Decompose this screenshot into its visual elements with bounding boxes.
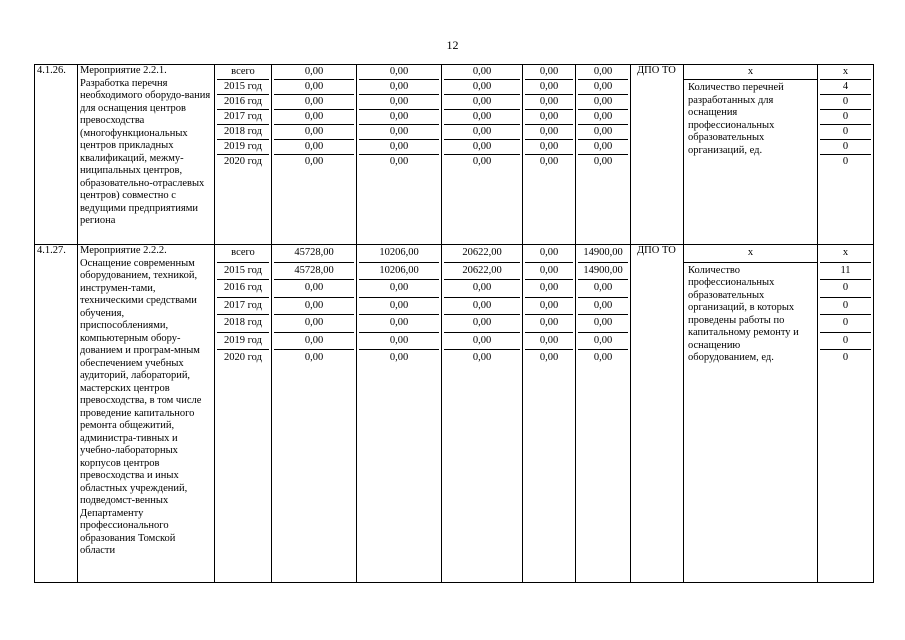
- funding-other-column: [576, 65, 631, 245]
- table-cell-value: 0,00: [525, 154, 573, 169]
- year-column: [215, 245, 272, 583]
- table-cell-value: 0,00: [525, 109, 573, 124]
- table-cell-value: 2018 год: [217, 314, 269, 332]
- funding-regional-column: [442, 245, 523, 583]
- row-code: 4.1.26.: [35, 65, 78, 245]
- table-cell-value: 0,00: [525, 332, 573, 350]
- row-description: Мероприятие 2.2.1. Разработка перечня необходимого оборудо-вания для оснащения центров превосходства (многофункциональных центров прикладных квалификаций, межму-ниципальных центров, образовательно-отраслевых центров) совместно с ведущими предприятиями региона: [78, 65, 215, 245]
- table-cell-value: 0,00: [274, 109, 354, 124]
- table-cell-value: 2015 год: [217, 79, 269, 94]
- table-cell-value: 0,00: [578, 109, 628, 124]
- table-cell-value: 0,00: [578, 124, 628, 139]
- page-number: 12: [446, 38, 459, 52]
- table-cell-value: 0,00: [274, 124, 354, 139]
- table-cell-value: 0,00: [444, 314, 520, 332]
- table-cell-value: 0,00: [578, 79, 628, 94]
- table-cell-value: 0,00: [359, 349, 439, 367]
- table-cell-value: 0,00: [525, 349, 573, 367]
- row-code: 4.1.27.: [35, 245, 78, 583]
- table-cell-value: 0,00: [578, 279, 628, 297]
- table-cell-value: 0,00: [525, 262, 573, 280]
- table-cell-value: 0,00: [359, 109, 439, 124]
- table-cell-value: 0,00: [525, 124, 573, 139]
- funding-other-column: [576, 245, 631, 583]
- indicator-values: [818, 245, 874, 583]
- table-cell-value: 0,00: [525, 94, 573, 109]
- table-cell-value: 0,00: [359, 332, 439, 350]
- table-cell-value: 0,00: [359, 297, 439, 315]
- table-row: [35, 65, 874, 245]
- table-cell-value: 0: [820, 109, 871, 124]
- table-cell-value: 0,00: [578, 139, 628, 154]
- table-cell-value: 0,00: [359, 124, 439, 139]
- table-cell-value: 2016 год: [217, 279, 269, 297]
- table-cell-value: 10206,00: [379, 247, 419, 258]
- table-cell-value: 2018 год: [217, 124, 269, 139]
- table-cell-value: 0,00: [359, 279, 439, 297]
- indicator-values: [818, 65, 874, 245]
- table-cell-value: 2019 год: [217, 139, 269, 154]
- table-cell-value: 0,00: [578, 94, 628, 109]
- funding-total-column: [272, 245, 357, 583]
- year-column: [215, 65, 272, 245]
- table-cell-value: 0: [820, 94, 871, 109]
- table-cell-value: 0,00: [304, 66, 324, 77]
- funding-regional-column: [442, 65, 523, 245]
- executor: ДПО ТО: [631, 245, 684, 583]
- indicator-cell: [684, 65, 818, 245]
- executor: ДПО ТО: [631, 65, 684, 245]
- table-cell-value: 0,00: [578, 332, 628, 350]
- table-cell-value: 2020 год: [217, 154, 269, 169]
- table-cell-value: 0: [820, 124, 871, 139]
- table-cell-value: 0,00: [525, 297, 573, 315]
- table-row: [35, 245, 874, 583]
- table-cell-value: 0,00: [359, 139, 439, 154]
- table-cell-value: 0,00: [389, 66, 409, 77]
- table-cell-value: 0,00: [274, 79, 354, 94]
- indicator-top: х: [684, 245, 817, 263]
- indicator-text: Количество профессиональных образовательных организаций, в которых проведены работы по капитальному ремонту и оснащению оборудованием, ед.: [688, 264, 799, 363]
- table-cell-value: 0,00: [274, 349, 354, 367]
- table-cell-value: 0,00: [274, 314, 354, 332]
- table-cell-value: 0,00: [444, 332, 520, 350]
- table-cell-value: 2017 год: [217, 109, 269, 124]
- table-cell-value: 0,00: [578, 349, 628, 367]
- table-cell-value: 0,00: [274, 139, 354, 154]
- table-cell-value: 2017 год: [217, 297, 269, 315]
- table-cell-value: 0: [820, 349, 871, 367]
- funding-federal-column: [357, 65, 442, 245]
- table-cell-value: 0,00: [444, 297, 520, 315]
- table-cell-value: всего: [231, 66, 255, 77]
- indicator-text: Количество перечней разработанных для оснащения профессиональных образовательных организаций, ед.: [688, 82, 784, 156]
- table-cell-value: 0,00: [444, 79, 520, 94]
- table-cell-value: 0: [820, 279, 871, 297]
- indicator-cell: [684, 245, 818, 583]
- table-cell-value: 11: [820, 262, 871, 280]
- table-cell-value: 0: [820, 314, 871, 332]
- table-cell-value: 0,00: [444, 349, 520, 367]
- funding-total-column: [272, 65, 357, 245]
- table-cell-value: 0: [820, 139, 871, 154]
- table-cell-value: 14900,00: [578, 262, 628, 280]
- table-cell-value: 2015 год: [217, 262, 269, 280]
- table-cell-value: 20622,00: [462, 247, 502, 258]
- table-cell-value: 0: [820, 297, 871, 315]
- table-cell-value: 0,00: [444, 124, 520, 139]
- table-cell-value: 0,00: [274, 154, 354, 169]
- table-cell-value: 0: [820, 332, 871, 350]
- table-cell-value: 0,00: [472, 66, 492, 77]
- table-cell-value: 4: [820, 79, 871, 94]
- table-cell-value: 2020 год: [217, 349, 269, 367]
- table-cell-value: 0,00: [578, 154, 628, 169]
- table-cell-value: 0,00: [359, 314, 439, 332]
- table-cell-value: 0,00: [274, 94, 354, 109]
- table-cell-value: 0,00: [525, 139, 573, 154]
- funding-local-column: [523, 65, 576, 245]
- table-cell-value: 2016 год: [217, 94, 269, 109]
- table-cell-value: 0,00: [444, 109, 520, 124]
- table-cell-value: 0,00: [274, 332, 354, 350]
- table-cell-value: 0,00: [444, 279, 520, 297]
- table-cell-value: 0: [820, 154, 871, 169]
- program-table: [34, 64, 874, 583]
- table-cell-value: 0,00: [274, 279, 354, 297]
- table-cell-value: 45728,00: [294, 247, 334, 258]
- table-cell-value: 0,00: [525, 79, 573, 94]
- table-cell-value: 14900,00: [583, 247, 623, 258]
- table-cell-value: 0,00: [539, 247, 559, 258]
- funding-local-column: [523, 245, 576, 583]
- table-cell-value: х: [842, 247, 849, 258]
- table-cell-value: 0,00: [359, 79, 439, 94]
- table-cell-value: 0,00: [444, 94, 520, 109]
- table-cell-value: 0,00: [359, 154, 439, 169]
- table-cell-value: 0,00: [444, 154, 520, 169]
- table-cell-value: 0,00: [525, 279, 573, 297]
- table-cell-value: 0,00: [578, 314, 628, 332]
- table-cell-value: х: [842, 66, 849, 77]
- table-cell-value: 0,00: [578, 297, 628, 315]
- table-cell-value: 0,00: [274, 297, 354, 315]
- table-cell-value: 0,00: [593, 66, 613, 77]
- table-cell-value: 0,00: [539, 66, 559, 77]
- table-cell-value: 45728,00: [274, 262, 354, 280]
- table-cell-value: 0,00: [444, 139, 520, 154]
- table-cell-value: всего: [231, 247, 255, 258]
- indicator-top: х: [684, 65, 817, 80]
- table-cell-value: 0,00: [525, 314, 573, 332]
- table-cell-value: 2019 год: [217, 332, 269, 350]
- table-cell-value: 20622,00: [444, 262, 520, 280]
- table-cell-value: 10206,00: [359, 262, 439, 280]
- table-cell-value: 0,00: [359, 94, 439, 109]
- row-description: Мероприятие 2.2.2. Оснащение современным оборудованием, техникой, инструмен-тами, техническими средствами обучения, приспособлениями, компьютерным обору-дованием и програм-мным обеспечением учебных аудиторий, лабораторий, мастерских центров превосходства, в том числе проведение капитального ремонта общежитий, администра-тивных и учебно-лабораторных корпусов центров превосходства и иных областных учреждений, подведомст-венных Департаменту профессионального образования Томской области: [78, 245, 215, 583]
- funding-federal-column: [357, 245, 442, 583]
